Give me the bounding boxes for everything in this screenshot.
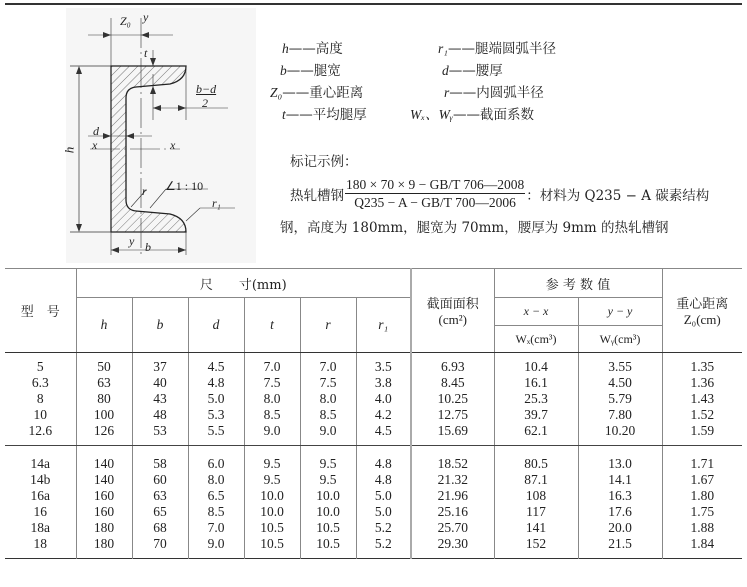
cell-z0: 1.36 — [662, 375, 742, 391]
cell-t: 10.5 — [244, 520, 300, 536]
cell-type: 8 — [36, 391, 44, 406]
cell-z0: 1.67 — [662, 472, 742, 488]
cell-r1: 3.5 — [356, 353, 411, 376]
y-axis-top-label: y — [143, 10, 149, 24]
cell-type: 18 — [33, 536, 47, 551]
cell-h: 50 — [76, 353, 132, 376]
cell-b: 68 — [132, 520, 188, 536]
cell-d: 5.3 — [188, 407, 244, 423]
cell-b: 43 — [132, 391, 188, 407]
table-row — [5, 391, 742, 407]
cell-wy: 20.0 — [578, 520, 662, 536]
example-formula-line — [290, 176, 709, 211]
channel-steel-spec-table — [5, 268, 742, 559]
cell-d: 6.0 — [188, 446, 244, 473]
cell-r: 9.5 — [300, 472, 356, 488]
cell-b: 53 — [132, 423, 188, 446]
cell-r: 9.0 — [300, 423, 356, 446]
cell-area: 29.30 — [411, 536, 494, 559]
cell-area: 8.45 — [411, 375, 494, 391]
cell-area: 25.70 — [411, 520, 494, 536]
cell-z0: 1.88 — [662, 520, 742, 536]
cell-area: 21.96 — [411, 488, 494, 504]
header-reference: 参 考 数 值 — [494, 269, 662, 298]
cell-h: 63 — [76, 375, 132, 391]
cell-r1: 4.5 — [356, 423, 411, 446]
header-b: b — [132, 298, 188, 353]
cell-h: 100 — [76, 407, 132, 423]
x-left-label: x — [92, 138, 98, 152]
cell-type: 16a — [30, 488, 50, 503]
cell-wy: 17.6 — [578, 504, 662, 520]
legend-item-z0: Z₀——重心距离 — [270, 85, 364, 101]
cell-d: 6.5 — [188, 488, 244, 504]
cell-r: 8.0 — [300, 391, 356, 407]
b-minus-d-numerator: b−d — [196, 82, 217, 96]
cell-wx: 25.3 — [494, 391, 578, 407]
cell-d: 4.8 — [188, 375, 244, 391]
cell-r: 7.0 — [300, 353, 356, 376]
cell-z0: 1.75 — [662, 504, 742, 520]
cell-type: 10 — [33, 407, 47, 422]
header-area: 截面面积 (cm²) — [411, 269, 494, 353]
table-row — [5, 488, 742, 504]
table-row — [5, 375, 742, 391]
cell-r: 10.5 — [300, 536, 356, 559]
cell-wx: 10.4 — [494, 353, 578, 376]
cell-h: 160 — [76, 504, 132, 520]
cell-t: 8.0 — [244, 391, 300, 407]
cell-r1: 5.0 — [356, 504, 411, 520]
cell-wy: 13.0 — [578, 446, 662, 473]
legend-item-h: h——高度 — [282, 41, 343, 57]
h-label: h — [61, 146, 77, 154]
cell-d: 4.5 — [188, 353, 244, 376]
header-d: d — [188, 298, 244, 353]
cell-t: 9.5 — [244, 472, 300, 488]
header-type: 型 号 — [5, 269, 76, 353]
example-prefix: 热轧槽钢 — [290, 187, 344, 204]
cell-wx: 117 — [494, 504, 578, 520]
cell-d: 5.0 — [188, 391, 244, 407]
r-label: r — [142, 184, 147, 198]
cell-area: 10.25 — [411, 391, 494, 407]
cell-h: 180 — [76, 520, 132, 536]
cell-b: 58 — [132, 446, 188, 473]
cell-d: 8.0 — [188, 472, 244, 488]
channel-section-figure — [0, 8, 260, 263]
cell-wx: 108 — [494, 488, 578, 504]
table-row — [5, 353, 742, 376]
example-continuation: 钢，高度为 180mm，腿宽为 70mm，腰厚为 9mm 的热轧槽钢 — [280, 220, 669, 236]
table-row — [5, 407, 742, 423]
cell-area: 12.75 — [411, 407, 494, 423]
legend-item-wx-wy: Wₓ、Wᵧ——截面系数 — [410, 107, 534, 123]
cell-d: 7.0 — [188, 520, 244, 536]
cell-h: 160 — [76, 488, 132, 504]
cell-t: 7.0 — [244, 353, 300, 376]
cell-r1: 5.2 — [356, 520, 411, 536]
table-row — [5, 446, 742, 473]
cell-r1: 4.8 — [356, 446, 411, 473]
cell-r1: 4.0 — [356, 391, 411, 407]
y-axis-bottom-label: y — [129, 234, 135, 248]
table-row — [5, 423, 742, 446]
table-row — [5, 472, 742, 488]
cell-d: 9.0 — [188, 536, 244, 559]
r1-label: r₁ — [212, 196, 221, 210]
cell-r1: 5.2 — [356, 536, 411, 559]
header-r1: r₁ — [356, 298, 411, 353]
cell-t: 8.5 — [244, 407, 300, 423]
header-h: h — [76, 298, 132, 353]
cell-h: 80 — [76, 391, 132, 407]
header-r: r — [300, 298, 356, 353]
legend-item-r: r——内圆弧半径 — [444, 85, 544, 101]
cell-t: 10.0 — [244, 488, 300, 504]
example-fraction — [345, 176, 525, 211]
header-yy: y − y — [578, 298, 662, 326]
cell-z0: 1.84 — [662, 536, 742, 559]
cell-area: 18.52 — [411, 446, 494, 473]
cell-t: 9.5 — [244, 446, 300, 473]
cell-t: 10.0 — [244, 504, 300, 520]
header-xx: x − x — [494, 298, 578, 326]
cell-z0: 1.43 — [662, 391, 742, 407]
cell-b: 70 — [132, 536, 188, 559]
legend-item-b: b——腿宽 — [280, 63, 341, 79]
x-right-label: x — [170, 138, 176, 152]
header-t: t — [244, 298, 300, 353]
cell-t: 7.5 — [244, 375, 300, 391]
cell-b: 65 — [132, 504, 188, 520]
table-row — [5, 520, 742, 536]
cell-z0: 1.35 — [662, 353, 742, 376]
cell-wx: 39.7 — [494, 407, 578, 423]
cell-wx: 87.1 — [494, 472, 578, 488]
cell-t: 10.5 — [244, 536, 300, 559]
cell-wx: 80.5 — [494, 446, 578, 473]
cell-z0: 1.71 — [662, 446, 742, 473]
cell-type: 18a — [30, 520, 50, 535]
cell-area: 6.93 — [411, 353, 494, 376]
cell-b: 48 — [132, 407, 188, 423]
top-rule — [5, 3, 742, 5]
z0-label: Z₀ — [120, 14, 131, 28]
cell-r: 9.5 — [300, 446, 356, 473]
legend-item-d: d——腰厚 — [442, 63, 503, 79]
cell-h: 140 — [76, 446, 132, 473]
b-label: b — [145, 240, 151, 254]
cell-wy: 5.79 — [578, 391, 662, 407]
t-label: t — [144, 46, 148, 60]
cell-d: 5.5 — [188, 423, 244, 446]
table-body — [5, 353, 742, 559]
cell-b: 37 — [132, 353, 188, 376]
cell-type: 12.6 — [5, 423, 76, 446]
cell-b: 60 — [132, 472, 188, 488]
table-row — [5, 504, 742, 520]
cell-type: 5 — [36, 359, 44, 374]
cell-r1: 4.2 — [356, 407, 411, 423]
cell-type: 16 — [33, 504, 47, 519]
header-wy: Wᵧ(cm³) — [578, 326, 662, 353]
cell-r: 10.0 — [300, 504, 356, 520]
cell-wy: 7.80 — [578, 407, 662, 423]
cell-r: 7.5 — [300, 375, 356, 391]
cell-wy: 4.50 — [578, 375, 662, 391]
cell-wx: 141 — [494, 520, 578, 536]
example-numerator: 180 × 70 × 9 − GB/T 706—2008 — [346, 177, 525, 192]
example-suffix: ：材料为 Q235 − A 碳素结构 — [526, 187, 710, 204]
cell-type: 14a — [30, 456, 50, 471]
cell-r: 8.5 — [300, 407, 356, 423]
cell-type: 14b — [30, 472, 51, 487]
cell-r1: 4.8 — [356, 472, 411, 488]
header-dimensions: 尺 寸(mm) — [76, 269, 411, 298]
table-row — [5, 536, 742, 559]
cell-h: 140 — [76, 472, 132, 488]
cell-t: 9.0 — [244, 423, 300, 446]
cell-h: 180 — [76, 536, 132, 559]
cell-wy: 3.55 — [578, 353, 662, 376]
example-title: 标记示例： — [290, 154, 358, 170]
cell-r: 10.0 — [300, 488, 356, 504]
cell-wx: 62.1 — [494, 423, 578, 446]
cell-wy: 16.3 — [578, 488, 662, 504]
cell-wx: 16.1 — [494, 375, 578, 391]
cell-r1: 5.0 — [356, 488, 411, 504]
legend-item-t: t——平均腿厚 — [282, 107, 367, 123]
d-label: d — [93, 124, 99, 138]
cell-r: 10.5 — [300, 520, 356, 536]
cell-z0: 1.59 — [662, 423, 742, 446]
cell-b: 40 — [132, 375, 188, 391]
cell-b: 63 — [132, 488, 188, 504]
cell-z0: 1.52 — [662, 407, 742, 423]
cell-r1: 3.8 — [356, 375, 411, 391]
cell-h: 126 — [76, 423, 132, 446]
header-wx: Wₓ(cm³) — [494, 326, 578, 353]
cell-z0: 1.80 — [662, 488, 742, 504]
cell-area: 21.32 — [411, 472, 494, 488]
cell-area: 25.16 — [411, 504, 494, 520]
cell-d: 8.5 — [188, 504, 244, 520]
header-z0: 重心距离 Z₀(cm) — [662, 269, 742, 353]
cell-wx: 152 — [494, 536, 578, 559]
cell-wy: 21.5 — [578, 536, 662, 559]
channel-section-drawing — [0, 8, 260, 263]
legend-item-r1: r₁——腿端圆弧半径 — [438, 41, 556, 57]
cell-area: 15.69 — [411, 423, 494, 446]
b-minus-d-denominator: 2 — [202, 96, 208, 110]
example-denominator: Q235 − A − GB/T 700—2006 — [354, 195, 516, 210]
cell-wy: 10.20 — [578, 423, 662, 446]
cell-wy: 14.1 — [578, 472, 662, 488]
slope-label: ∠1 : 10 — [165, 179, 204, 193]
cell-type: 6.3 — [31, 375, 49, 390]
